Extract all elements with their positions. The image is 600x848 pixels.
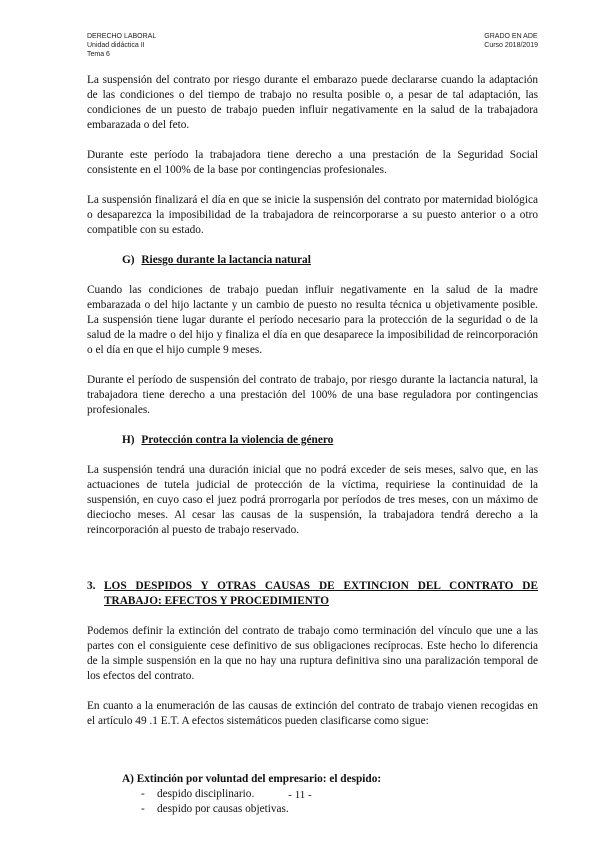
- section-g-title: Riesgo durante la lactancia natural: [141, 254, 311, 266]
- section-3-number: 3.: [87, 580, 96, 592]
- paragraph: Durante este período la trabajadora tiene derecho a una prestación de la Seguridad Social consistente en el 100% de la base por contingencias profesionales.: [87, 149, 538, 176]
- course-name: DERECHO LABORAL: [87, 33, 157, 40]
- paragraph: Podemos definir la extinción del contrato de trabajo como terminación del vínculo que une a las partes con el consiguiente cese definitivo de sus obligaciones recíprocas. Este hecho lo diferencia de la simple suspensión en la que no hay una ruptura definitiva sino una paralización temporal de los efectos del contrato.: [87, 625, 538, 682]
- paragraph: Durante el período de suspensión del contrato de trabajo, por riesgo durante la lactancia natural, la trabajadora tiene derecho a una prestación del 100% de una base reguladora por contingencias profesionales.: [87, 374, 538, 416]
- section-g-label: G): [122, 254, 135, 266]
- section-h-label: H): [122, 434, 135, 446]
- page-body: [87, 73, 538, 817]
- list-item-text: despido disciplinario.: [157, 788, 255, 800]
- section-h-heading: [122, 433, 538, 448]
- paragraph: La suspensión finalizará el día en que se inicie la suspensión del contrato por maternidad biológica o desaparezca la imposibilidad de la trabajadora de reincorporarse a su puesto anterior o a otro compatible con su estado.: [87, 194, 538, 236]
- paragraph: Cuando las condiciones de trabajo puedan influir negativamente en la salud de la madre embarazada o del hijo lactante y un cambio de puesto no resulta técnica u objetivamente posible. La suspensión tiene lugar durante el período necesario para la protección de la seguridad o de la salud de la madre o del hijo y finaliza el día en que desaparece la imposibilidad de reincorporación o el día en que el hijo cumple 9 meses.: [87, 284, 538, 356]
- paragraph: La suspensión tendrá una duración inicial que no podrá exceder de seis meses, salvo que, en las actuaciones de tutela judicial de protección de la víctima, requiriese la continuidad de la suspensión, en cuyo caso el juez podrá prorrogarla por períodos de tres meses, con un máximo de dieciocho meses. Al cesar las causas de la suspensión, la trabajadora tendrá derecho a la reincorporación al puesto de trabajo reservado.: [87, 464, 538, 536]
- section-3-title: LOS DESPIDOS Y OTRAS CAUSAS DE EXTINCION DEL CONTRATO DE TRABAJO: EFECTOS Y PROCEDIMIENTO: [104, 580, 538, 607]
- subsection-a-title: Extinción por voluntad del empresario: el despido:: [136, 773, 382, 785]
- list-dash: -: [141, 803, 145, 815]
- header-right: [484, 32, 538, 50]
- section-3-heading: [87, 579, 538, 609]
- paragraph: La suspensión del contrato por riesgo durante el embarazo puede declararse cuando la adaptación de las condiciones o del tiempo de trabajo no resulta posible o, a pesar de tal adaptación, las condiciones de un puesto de trabajo pueden influir negativamente en la salud de la trabajadora embarazada o del feto.: [87, 74, 538, 131]
- paragraph: En cuanto a la enumeración de las causas de extinción del contrato de trabajo vienen recogidas en el artículo 49 .1 E.T. A efectos sistemáticos pueden clasificarse como sigue:: [87, 700, 538, 727]
- list-item-text: despido por causas objetivas.: [157, 803, 289, 815]
- degree-name: GRADO EN ADE: [484, 33, 538, 40]
- page-number: - 11 -: [288, 789, 312, 801]
- list-dash: -: [141, 788, 145, 800]
- section-g-heading: [122, 253, 538, 268]
- header-left: [87, 32, 156, 59]
- subsection-a-heading: [122, 772, 538, 787]
- academic-year: Curso 2018/2019: [484, 42, 538, 49]
- list-item: [141, 802, 538, 817]
- subsection-a-label: A): [122, 773, 134, 785]
- topic-name: Tema 6: [87, 51, 110, 58]
- section-h-title: Protección contra la violencia de género: [141, 434, 334, 446]
- unit-name: Unidad didáctica II: [87, 42, 145, 49]
